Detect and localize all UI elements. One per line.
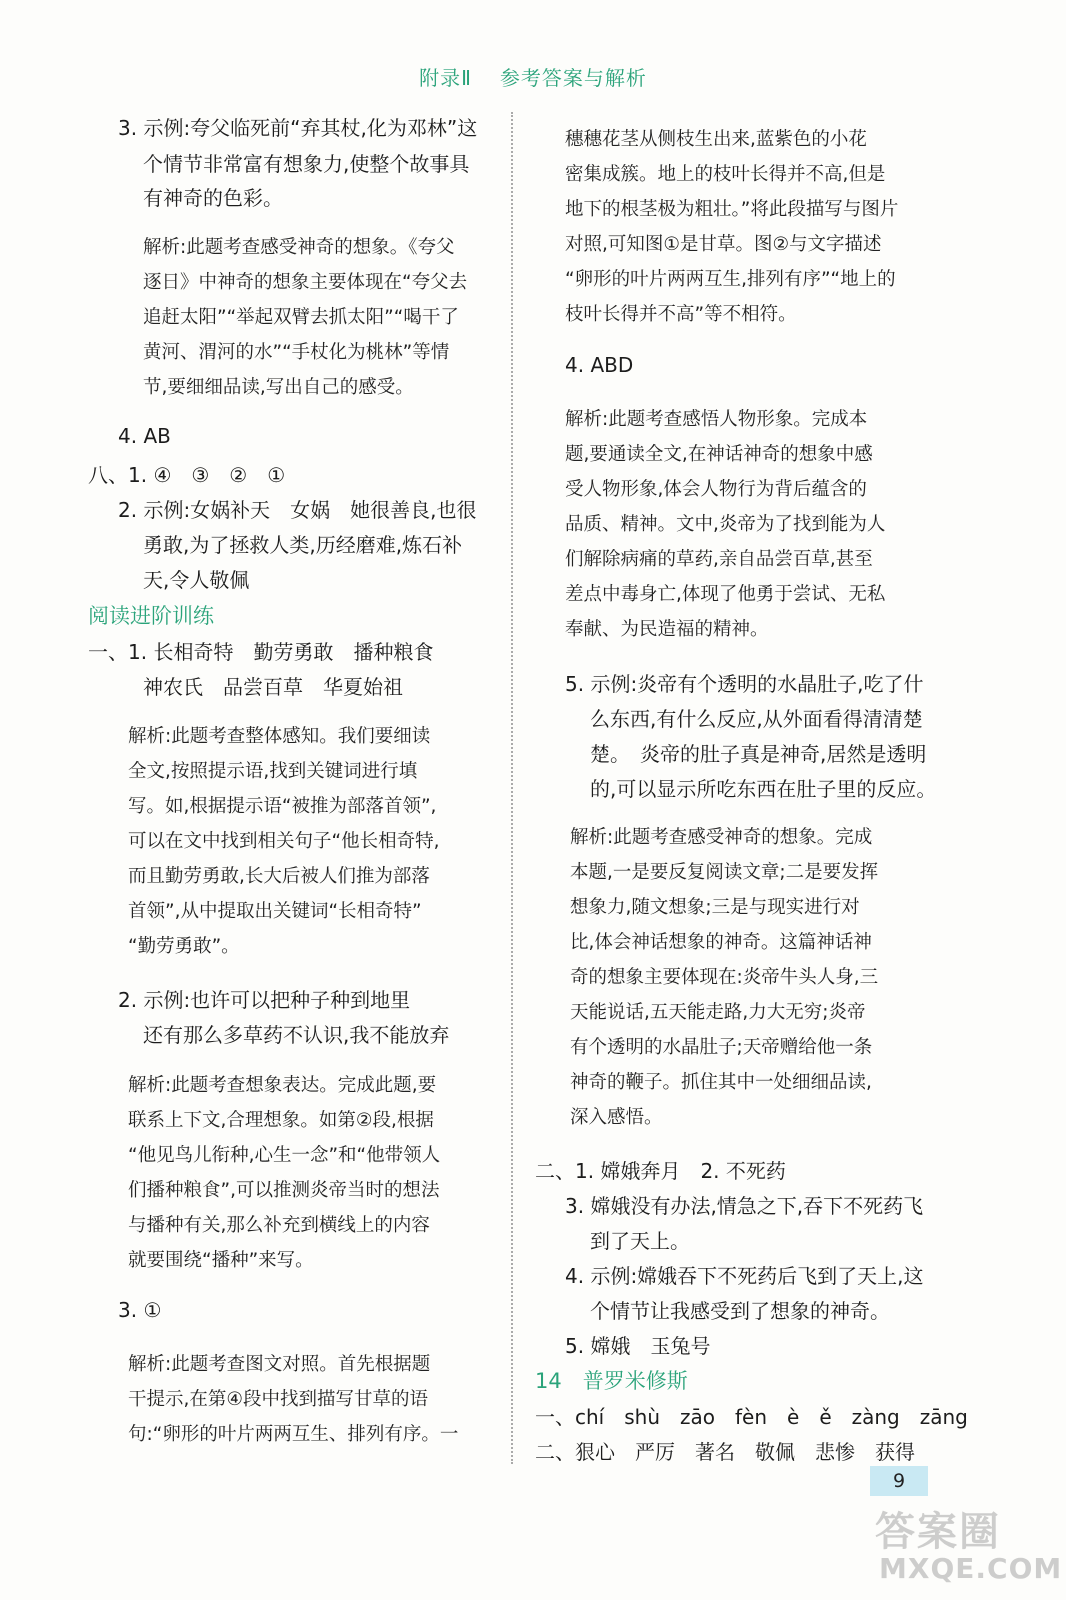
r2-line: 还有那么多草药不认识,我不能放弃 (143, 1023, 450, 1047)
r2-explanation: 与播种有关,那么补充到横线上的内容 (128, 1215, 430, 1236)
continued-explanation: 地下的根茎极为粗壮。”将此段描写与图片 (565, 199, 899, 220)
r3-explanation: 解析:此题考查图文对照。首先根据题 (128, 1354, 431, 1375)
q5-explanation: 本题,一是要反复阅读文章;二是要发挥 (570, 862, 879, 883)
q3-explanation: 解析:此题考查感受神奇的想象。《夸父 (143, 237, 455, 258)
lesson-title: 14 普罗米修斯 (535, 1369, 688, 1393)
header-title: 参考答案与解析 (499, 66, 647, 90)
q4-explanation: 解析:此题考查感悟人物形象。完成本 (565, 409, 868, 430)
page-number: 9 (870, 1466, 928, 1496)
q3-explanation: 黄河、渭河的水”“手杖化为桃林”等情 (143, 342, 450, 363)
q3-explanation: 逐日》中神奇的想象主要体现在“夸父去 (143, 272, 468, 293)
q5-explanation: 天能说话,五天能走路,力大无穷;炎帝 (570, 1002, 866, 1023)
r3-explanation: 干提示,在第④段中找到描写甘草的语 (128, 1389, 428, 1410)
r3-explanation: 句:“卵形的叶片两两互生、排列有序。一 (128, 1424, 459, 1445)
r1-explanation: 写。如,根据提示语“被推为部落首领”, (128, 796, 437, 817)
q4-explanation: 奉献、为民造福的精神。 (565, 619, 769, 640)
continued-explanation: “卵形的叶片两两互生,排列有序”“地上的 (565, 269, 896, 290)
pinyin-answers: 一、chí shù zāo fèn è ě zàng zāng (535, 1405, 968, 1429)
q5-explanation: 深入感悟。 (570, 1107, 663, 1128)
q5-explanation: 想象力,随文想象;三是与现实进行对 (570, 897, 860, 918)
part2-q3-line: 3. 嫦娥没有办法,情急之下,吞下不死药飞 (565, 1194, 924, 1218)
watermark-logo (875, 1500, 1063, 1590)
r3-answer: 3. ① (118, 1298, 162, 1322)
q5-explanation: 神奇的鞭子。抓住其中一处细细品读, (570, 1072, 872, 1093)
section-title-reading: 阅读进阶训练 (88, 604, 214, 628)
q5-line: 的,可以显示所吃东西在肚子里的反应。 (590, 777, 937, 801)
watermark-text: 答案圈 (875, 1509, 1001, 1555)
q5-explanation: 有个透明的水晶肚子;天帝赠给他一条 (570, 1037, 873, 1058)
q5-explanation: 解析:此题考查感受神奇的想象。完成 (570, 827, 873, 848)
r1-explanation: 而且勤劳勇敢,长大后被人们推为部落 (128, 866, 430, 887)
page-header (0, 62, 1066, 91)
continued-explanation: 枝叶长得并不高”等不相符。 (565, 304, 797, 325)
r1-explanation: 全文,按照提示语,找到关键词进行填 (128, 761, 418, 782)
q3-line: 个情节非常富有想象力,使整个故事具 (143, 152, 470, 176)
watermark-url: MXQE.COM (879, 1552, 1063, 1585)
q3-explanation: 追赶太阳”“举起双臂去抓太阳”“喝干了 (143, 307, 459, 328)
r2-explanation: “他见鸟儿衔种,心生一念”和“他带领人 (128, 1145, 441, 1166)
continued-explanation: 密集成簇。地上的枝叶长得并不高,但是 (565, 164, 886, 185)
r1-explanation: “勤劳勇敢”。 (128, 936, 240, 957)
part2-q4-line: 4. 示例:嫦娥吞下不死药后飞到了天上,这 (565, 1264, 924, 1288)
q4-explanation: 差点中毒身亡,体现了他勇于尝试、无私 (565, 584, 886, 605)
r1-line: 一、1. 长相奇特 勤劳勇敢 播种粮食 (88, 640, 434, 664)
q4-answer: 4. AB (118, 424, 171, 448)
q8-2-line: 天,令人敬佩 (143, 568, 250, 592)
q5-line: 5. 示例:炎帝有个透明的水晶肚子,吃了什 (565, 672, 924, 696)
header-appendix: 附录Ⅱ (419, 66, 472, 90)
q5-line: 楚。 炎帝的肚子真是神奇,居然是透明 (590, 742, 927, 766)
q5-line: 么东西,有什么反应,从外面看得清清楚 (590, 707, 923, 731)
r1-explanation: 首领”,从中提取出关键词“长相奇特” (128, 901, 422, 922)
q8-2-line: 2. 示例:女娲补天 女娲 她很善良,也很 (118, 498, 477, 522)
r2-explanation: 联系上下文,合理想象。如第②段,根据 (128, 1110, 434, 1131)
continued-explanation: 穗穗花茎从侧枝生出来,蓝紫色的小花 (565, 129, 867, 150)
r1-explanation: 可以在文中找到相关句子“他长相奇特, (128, 831, 440, 852)
r1-line: 神农氏 品尝百草 华夏始祖 (143, 675, 403, 699)
q3-explanation: 节,要细细品读,写出自己的感受。 (143, 377, 414, 398)
q8-1-answer: 八、1. ④ ③ ② ① (88, 463, 286, 487)
r2-explanation: 解析:此题考查想象表达。完成此题,要 (128, 1075, 437, 1096)
column-divider (511, 112, 513, 1464)
q4-explanation: 受人物形象,体会人物行为背后蕴含的 (565, 479, 867, 500)
part2-q4-line: 个情节让我感受到了想象的神奇。 (590, 1299, 890, 1323)
r2-explanation: 们播种粮食”,可以推测炎帝当时的想法 (128, 1180, 440, 1201)
q4-explanation: 品质、精神。文中,炎帝为了找到能为人 (565, 514, 886, 535)
part2-q3-line: 到了天上。 (590, 1229, 690, 1253)
q4-explanation: 题,要通读全文,在神话神奇的想象中感 (565, 444, 873, 465)
r2-line: 2. 示例:也许可以把种子种到地里 (118, 988, 411, 1012)
q4-answer-right: 4. ABD (565, 353, 634, 377)
part2-q1-q2: 二、1. 嫦娥奔月 2. 不死药 (535, 1159, 786, 1183)
q3-line: 3. 示例:夸父临死前“弃其杖,化为邓林”这 (118, 116, 478, 140)
q5-explanation: 奇的想象主要体现在:炎帝牛头人身,三 (570, 967, 879, 988)
r2-explanation: 就要围绕“播种”来写。 (128, 1250, 314, 1271)
continued-explanation: 对照,可知图①是甘草。图②与文字描述 (565, 234, 882, 255)
q8-2-line: 勇敢,为了拯救人类,历经磨难,炼石补 (143, 533, 463, 557)
part2-q5: 5. 嫦娥 玉兔号 (565, 1334, 711, 1358)
word-answers: 二、狠心 严厉 著名 敬佩 悲惨 获得 (535, 1440, 915, 1464)
r1-explanation: 解析:此题考查整体感知。我们要细读 (128, 726, 431, 747)
q3-line: 有神奇的色彩。 (143, 186, 283, 210)
q5-explanation: 比,体会神话想象的神奇。这篇神话神 (570, 932, 872, 953)
q4-explanation: 们解除病痛的草药,亲自品尝百草,甚至 (565, 549, 873, 570)
